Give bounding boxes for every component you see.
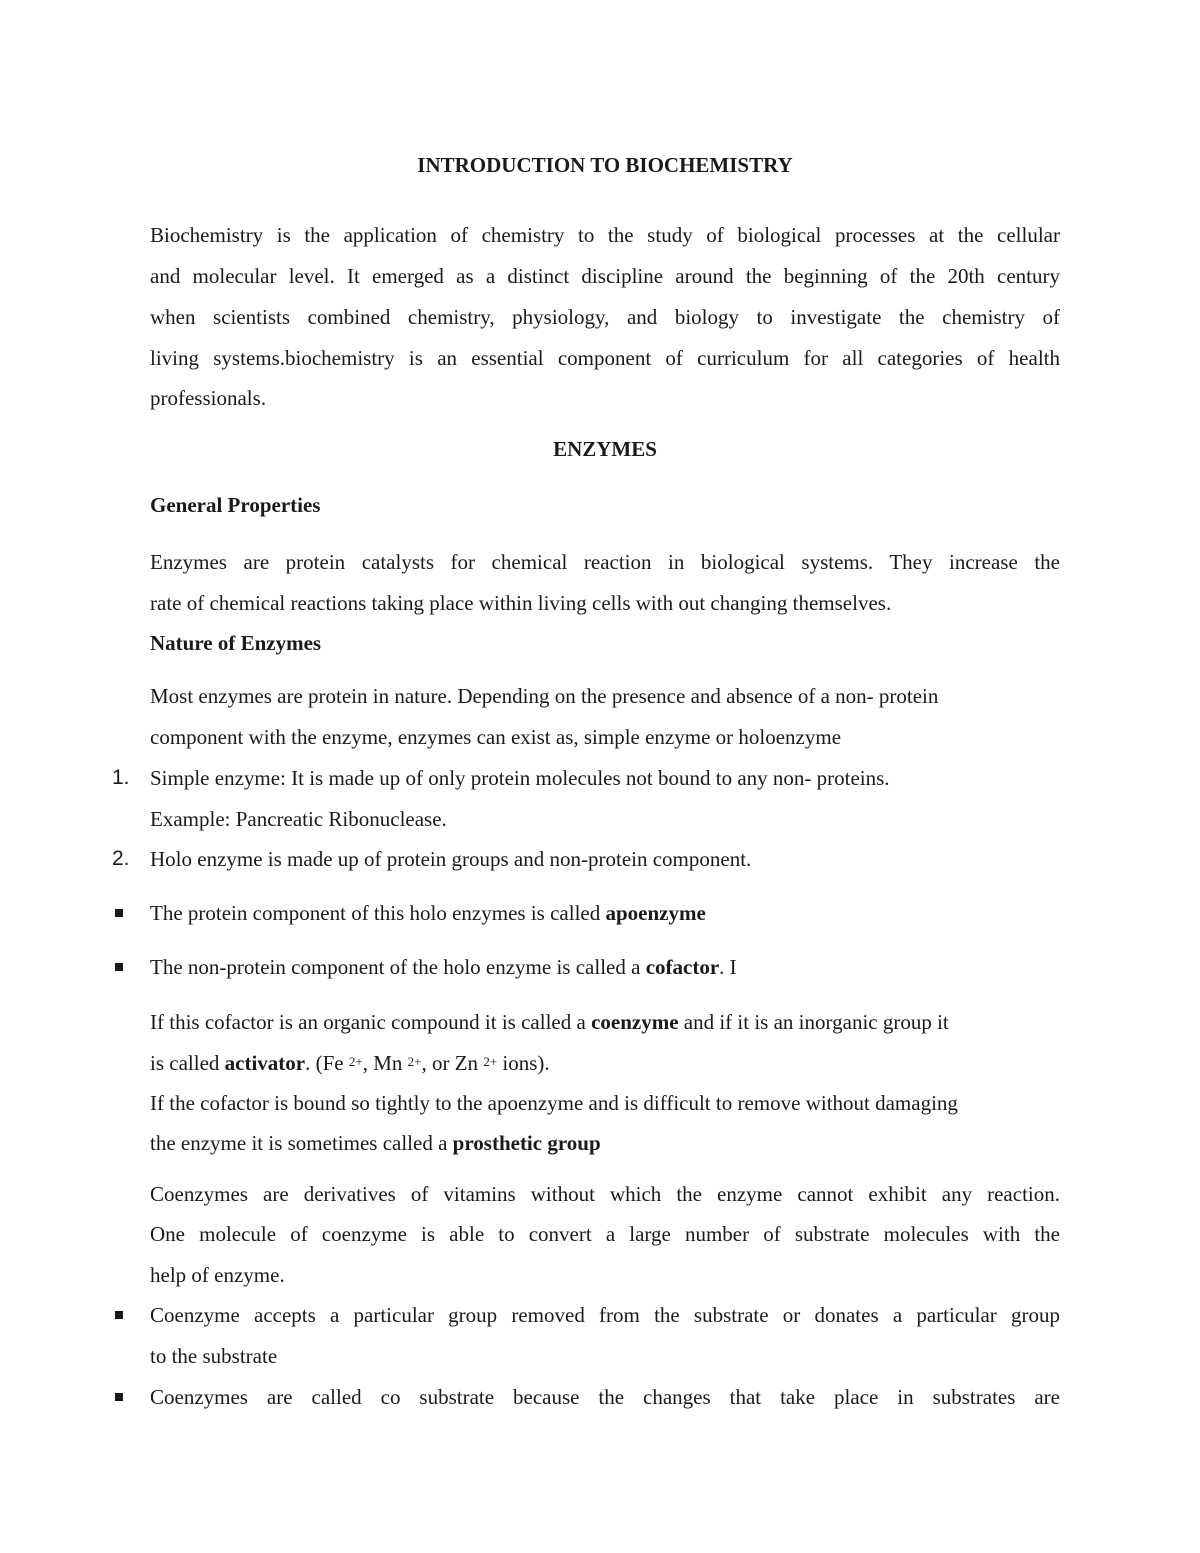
list-number-1: 1.	[112, 766, 130, 789]
coenzyme-line-2: One molecule of coenzyme is able to convert a large number of substrate molecules with the	[150, 1222, 1060, 1246]
general-line-1: Enzymes are protein catalysts for chemical reaction in biological systems. They increase the	[150, 550, 1060, 574]
intro-line-2: and molecular level. It emerged as a distinct discipline around the beginning of the 20th century	[150, 264, 1060, 288]
cofactor-line-4	[150, 1130, 1060, 1156]
nature-line-2: component with the enzyme, enzymes can exist as, simple enzyme or holoenzyme	[150, 725, 842, 749]
bullet-marker	[115, 1311, 123, 1319]
bullet-apoenzyme	[150, 900, 1060, 926]
coenzyme-term: coenzyme	[591, 1010, 679, 1034]
general-properties-heading: General Properties	[150, 493, 321, 517]
cofactor-line-1	[150, 1009, 1060, 1035]
cofactor-line-1-pre: If this cofactor is an organic compound it is called a	[150, 1010, 592, 1034]
cofactor-line-3: If the cofactor is bound so tightly to the apoenzyme and is difficult to remove without damaging	[150, 1091, 958, 1115]
numbered-item-1-line-1: Simple enzyme: It is made up of only protein molecules not bound to any non- proteins.	[150, 766, 890, 790]
bullet-cofactor	[150, 954, 1060, 980]
bullet-marker	[115, 1393, 123, 1401]
mn-label: , Mn	[362, 1051, 408, 1075]
coenzyme-line-3: help of enzyme.	[150, 1263, 285, 1287]
zn-label: , or Zn	[421, 1051, 484, 1075]
bullet-cosubstrate-line-1: Coenzymes are called co substrate because the changes that take place in substrates are	[150, 1385, 1060, 1409]
prosthetic-group-term: prosthetic group	[452, 1131, 601, 1155]
cofactor-line-4-pre: the enzyme it is sometimes called a	[150, 1131, 453, 1155]
coenzyme-line-1: Coenzymes are derivatives of vitamins without which the enzyme cannot exhibit any reaction.	[150, 1182, 1060, 1206]
enzymes-heading: ENZYMES	[553, 437, 657, 461]
fe-label: . (Fe	[305, 1051, 349, 1075]
general-line-2: rate of chemical reactions taking place within living cells with out changing themselves.	[150, 591, 892, 615]
document-title: INTRODUCTION TO BIOCHEMISTRY	[417, 153, 793, 177]
zn-charge: 2+	[483, 1054, 498, 1069]
nature-heading: Nature of Enzymes	[150, 631, 322, 655]
nature-line-1: Most enzymes are protein in nature. Depending on the presence and absence of a non- protein	[150, 684, 939, 708]
intro-line-1: Biochemistry is the application of chemistry to the study of biological processes at the cellular	[150, 223, 1060, 247]
bullet-cofactor-tail: . I	[719, 955, 737, 979]
fe-charge: 2+	[348, 1054, 363, 1069]
mn-charge: 2+	[407, 1054, 422, 1069]
activator-term: activator	[224, 1051, 306, 1075]
numbered-item-1-line-2: Example: Pancreatic Ribonuclease.	[150, 807, 447, 831]
bullet-marker	[115, 909, 123, 917]
cofactor-term: cofactor	[645, 955, 720, 979]
ions-label: ions).	[497, 1051, 550, 1075]
intro-line-5: professionals.	[150, 386, 267, 410]
intro-line-4: living systems.biochemistry is an essential component of curriculum for all categories of health	[150, 346, 1060, 370]
intro-line-3: when scientists combined chemistry, physiology, and biology to investigate the chemistry of	[150, 305, 1060, 329]
cofactor-line-2-pre: is called	[150, 1051, 225, 1075]
bullet-apoenzyme-text: The protein component of this holo enzymes is called	[150, 901, 606, 925]
cofactor-line-2	[150, 1050, 1060, 1079]
apoenzyme-term: apoenzyme	[605, 901, 706, 925]
bullet-accepts-line-2: to the substrate	[150, 1344, 278, 1368]
bullet-accepts-line-1: Coenzyme accepts a particular group removed from the substrate or donates a particular group	[150, 1303, 1060, 1327]
bullet-cofactor-text: The non-protein component of the holo enzyme is called a	[150, 955, 646, 979]
list-number-2: 2.	[112, 847, 130, 870]
bullet-marker	[115, 963, 123, 971]
cofactor-line-1-post: and if it is an inorganic group it	[678, 1010, 949, 1034]
numbered-item-2-line-1: Holo enzyme is made up of protein groups and non-protein component.	[150, 847, 752, 871]
